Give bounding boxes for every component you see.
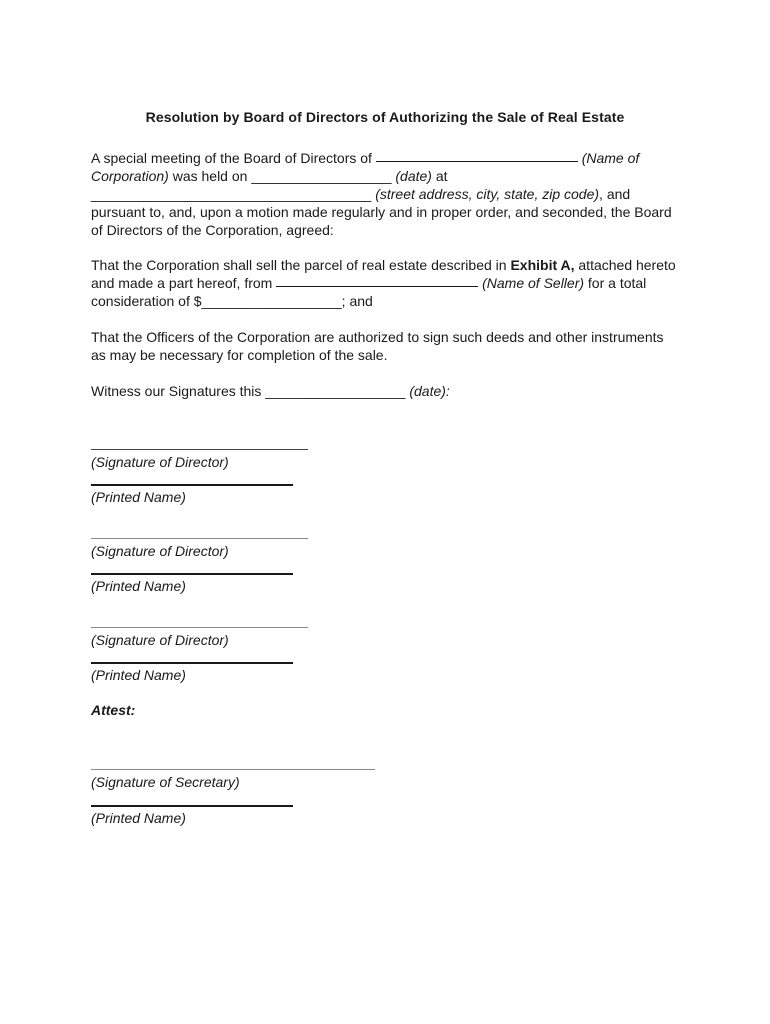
p1-text-7: , and pursuant to, and, upon a motion made regularly and in proper order, and seconded, the Board of Directors of the Corporation, agreed: [91, 186, 672, 238]
director-3-printed-line [91, 662, 293, 664]
director-1-signature-line [91, 449, 308, 450]
secretary-printed-line [91, 805, 293, 807]
p4-text-2: (date): [409, 383, 450, 399]
p2-text-4: (Name of Seller) [478, 275, 585, 291]
director-2-signature-caption: (Signature of Director) [91, 543, 229, 559]
attest-label: Attest: [91, 702, 136, 718]
paragraph-meeting [91, 149, 681, 239]
director-1-printed-caption: (Printed Name) [91, 489, 186, 505]
corporation-name-blank [376, 161, 578, 162]
director-1-printed-line [91, 484, 293, 486]
director-3-signature-line [91, 627, 308, 628]
p1-text-1: A special meeting of the Board of Directors of [91, 150, 376, 166]
p1-text-4: (date) [395, 168, 432, 184]
seller-name-blank [276, 286, 478, 287]
document-title: Resolution by Board of Directors of Authorizing the Sale of Real Estate [145, 109, 625, 125]
p1-text-5: at ____________________________________ [91, 168, 448, 202]
director-1-signature-caption: (Signature of Director) [91, 454, 229, 470]
p1-text-2: (Name of Corporation) [91, 150, 640, 184]
director-3-signature-caption: (Signature of Director) [91, 632, 229, 648]
p4-text-1: Witness our Signatures this __________________ [91, 383, 410, 399]
director-2-printed-caption: (Printed Name) [91, 578, 186, 594]
secretary-signature-line [91, 769, 375, 770]
p2-text-5: for a total consideration of $__________________; and [91, 275, 647, 309]
paragraph-officers [91, 328, 681, 364]
paragraph-sale [91, 256, 681, 310]
p2-text-1: That the Corporation shall sell the parcel of real estate described in [91, 257, 511, 273]
p2-text-3: attached hereto and made a part hereof, from [91, 257, 676, 291]
p1-text-6: (street address, city, state, zip code) [375, 186, 600, 202]
director-2-printed-line [91, 573, 293, 575]
secretary-signature-caption: (Signature of Secretary) [91, 774, 240, 790]
p3-text-1: That the Officers of the Corporation are authorized to sign such deeds and other instruments as may be necessary for completion of the sale. [91, 329, 664, 363]
secretary-printed-caption: (Printed Name) [91, 810, 186, 826]
p2-exhibit: Exhibit A, [510, 257, 575, 273]
director-2-signature-line [91, 538, 308, 539]
director-3-printed-caption: (Printed Name) [91, 667, 186, 683]
p1-text-3: was held on __________________ [168, 168, 396, 184]
paragraph-witness [91, 382, 681, 400]
